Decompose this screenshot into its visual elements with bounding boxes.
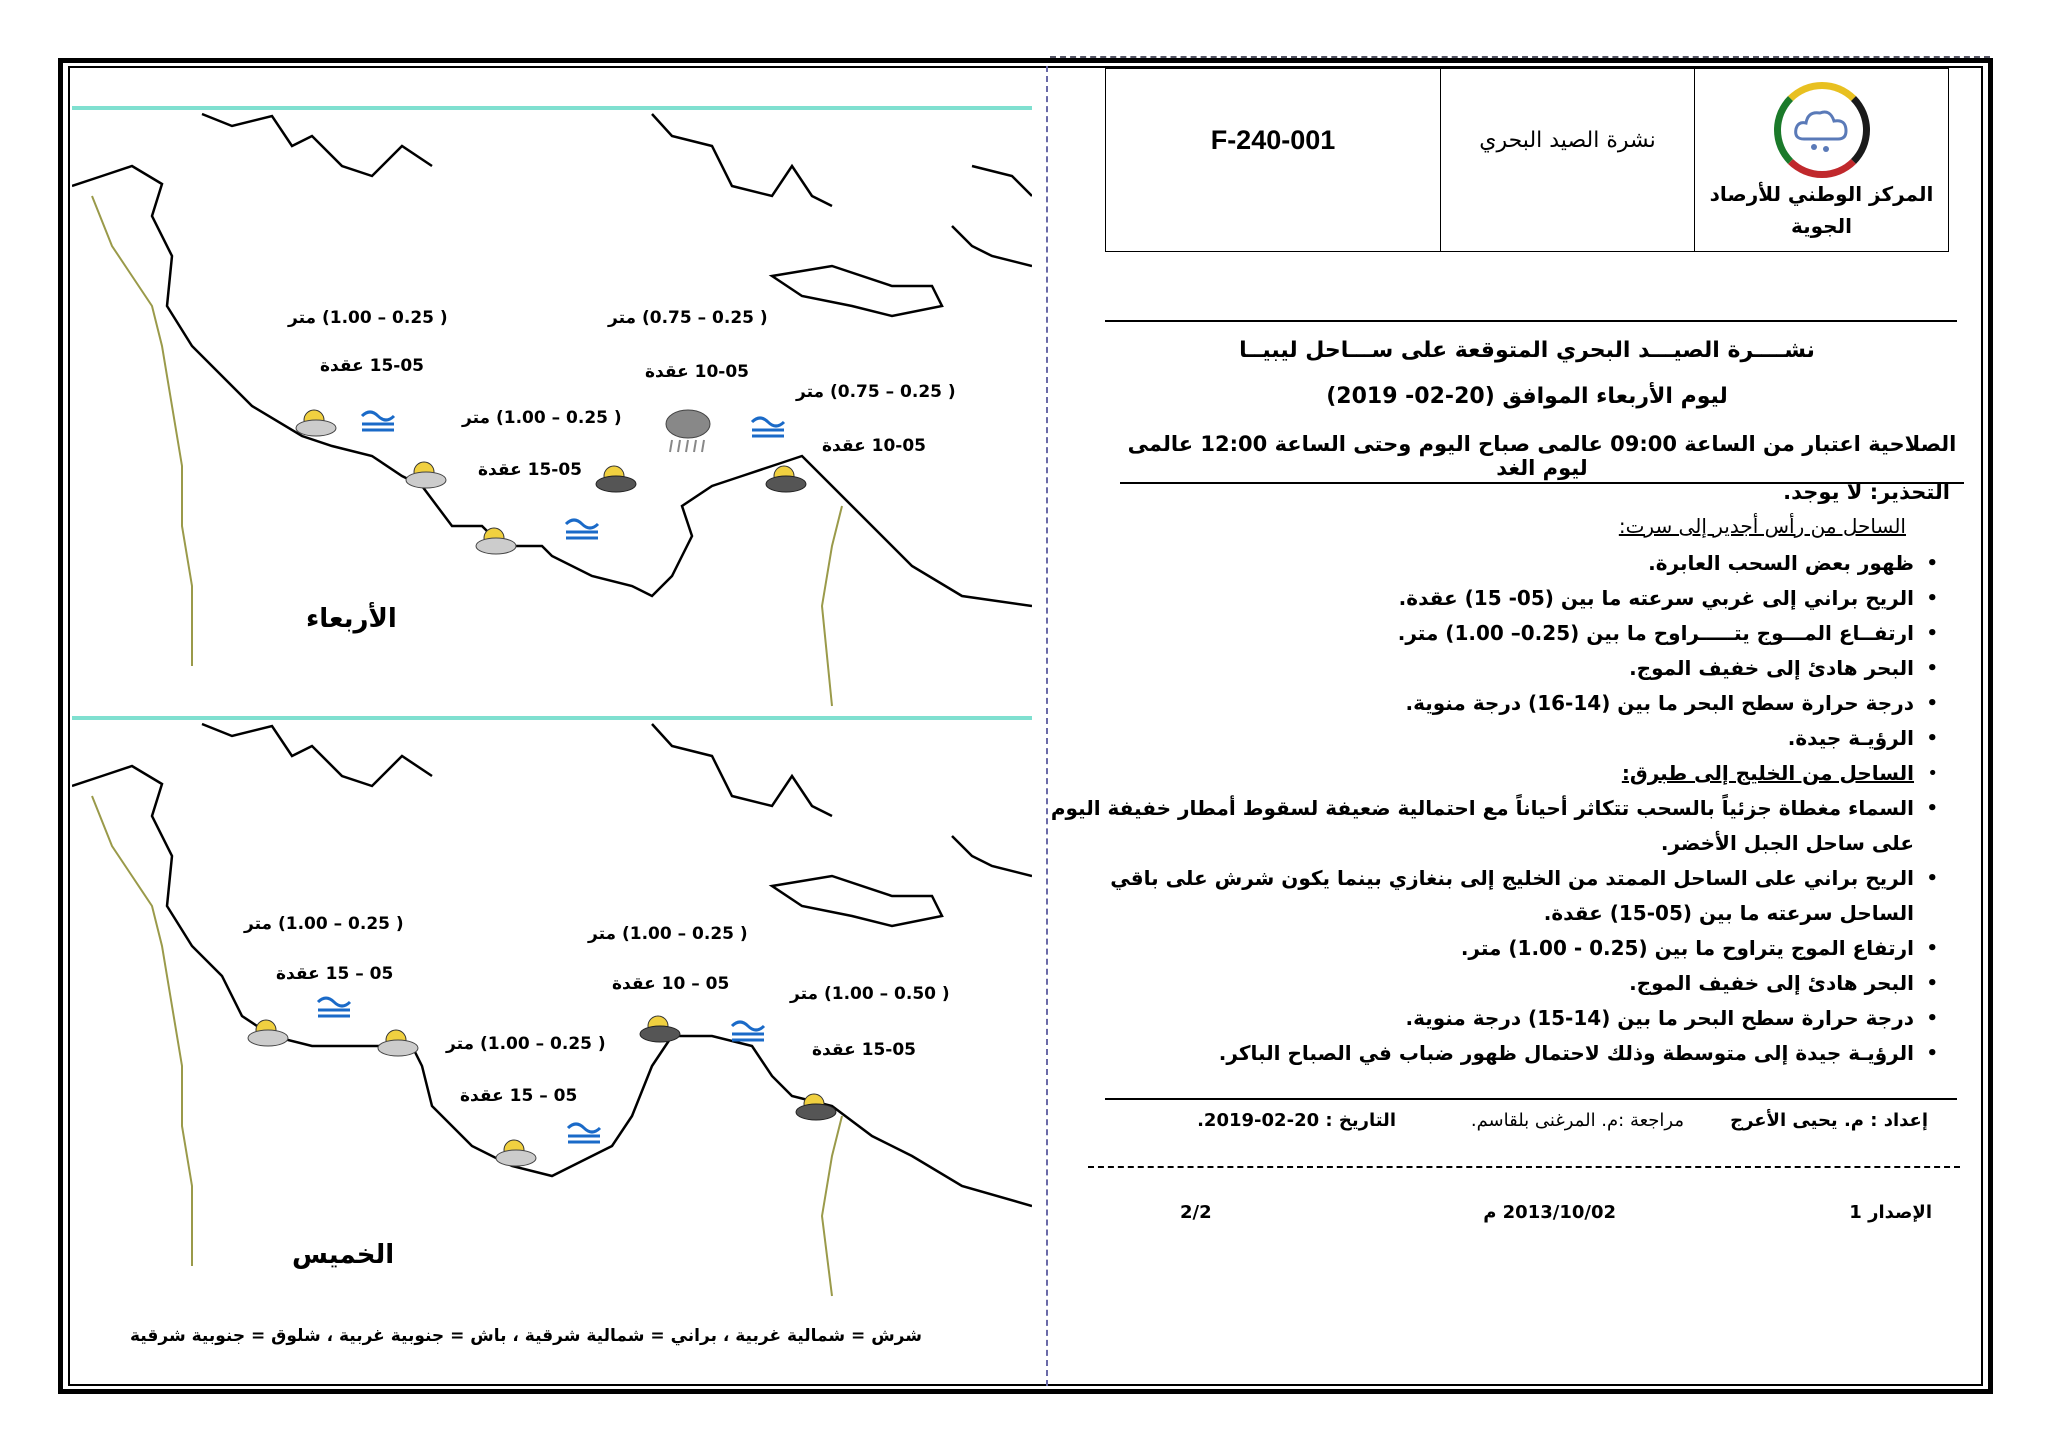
org-name xyxy=(1710,178,1934,242)
warning-text: التحذير: لا يوجد. xyxy=(1783,480,1950,504)
map-label: ( 0.25 – 1.00) متر xyxy=(244,914,404,934)
map-label: ( 0.25 – 1.00) متر xyxy=(588,924,748,944)
map-label: 15-05 عقدة xyxy=(812,1040,916,1060)
page-number: 2/2 xyxy=(1180,1202,1212,1223)
form-code: F-240-001 xyxy=(1210,124,1336,155)
map-label: ( 0.25 – 1.00) متر xyxy=(462,408,622,428)
vertical-divider xyxy=(1046,66,1048,1386)
bulletin-name: نشرة الصيد البحري xyxy=(1479,127,1656,153)
day-label-wednesday: الأربعاء xyxy=(306,604,397,634)
logo-cell xyxy=(1694,69,1948,251)
footer-date: التاريخ : 20-02-2019. xyxy=(1197,1110,1396,1131)
map-label: ( 0.25 – 0.75) متر xyxy=(608,308,768,328)
list-item: • البحر هادئ إلى خفيف الموج. xyxy=(1070,651,1950,686)
thursday-map xyxy=(72,716,1032,1306)
prepared-by: إعداد : م. يحيى الأعرج xyxy=(1730,1110,1928,1131)
map-label: 05 – 10 عقدة xyxy=(612,974,730,994)
section2-heading-item xyxy=(1050,756,1950,791)
header-table xyxy=(1105,68,1949,252)
bulletin-date: ليوم الأربعاء الموافق (20-02- 2019) xyxy=(1326,384,1728,409)
list-item: • الريح براني إلى غربي سرعته ما بين (05- 15) عقدة. xyxy=(1070,581,1950,616)
list-item: • البحر هادئ إلى خفيف الموج. xyxy=(1050,966,1950,1001)
reviewed-by: مراجعة :م. المرغنى بلقاسم. xyxy=(1470,1110,1684,1131)
title-rule xyxy=(1105,320,1957,322)
issue-number: الإصدار 1 xyxy=(1849,1202,1932,1223)
section2-list xyxy=(1050,756,1950,1071)
footer-rule xyxy=(1105,1098,1957,1100)
list-item: • الريح براني على الساحل الممتد من الخليج إلى بنغازي بينما يكون شرش على باقي الساحل سرعته ما بين (05-15) عقدة. xyxy=(1050,861,1950,931)
form-code-cell xyxy=(1106,69,1440,251)
map-label: 05 – 15 عقدة xyxy=(276,964,394,984)
map-label: ( 0.50 – 1.00) متر xyxy=(790,984,950,1004)
list-item: • درجة حرارة سطح البحر ما بين (14-15) درجة منوية. xyxy=(1050,1001,1950,1036)
list-item: • ارتفاع الموج يتراوح ما بين (0.25 - 1.00) متر. xyxy=(1050,931,1950,966)
bulletin-title: نشــــرة الصيـــد البحري المتوقعة على ســـاحل ليبيــا xyxy=(1239,338,1815,363)
org-name-line2: الجوية xyxy=(1791,214,1852,238)
day-label-thursday: الخميس xyxy=(292,1240,395,1270)
map-label: 15-05 عقدة xyxy=(478,460,582,480)
map-label: ( 0.25 – 1.00) متر xyxy=(288,308,448,328)
map-label: ( 0.25 – 0.75) متر xyxy=(796,382,956,402)
map-label: 10-05 عقدة xyxy=(822,436,926,456)
list-item: • السماء مغطاة جزئياً بالسحب تتكاثر أحياناً مع احتمالية ضعيفة لسقوط أمطار خفيفة اليوم على ساحل الجبل الأخضر. xyxy=(1050,791,1950,861)
top-dashed-line xyxy=(1050,56,1990,58)
map-label: 15-05 عقدة xyxy=(320,356,424,376)
wind-legend: شرش = شمالية غربية ، براني = شمالية شرقية ، باش = جنوبية غربية ، شلوق = جنوبية شرقية xyxy=(130,1326,922,1346)
list-item: • الرؤيـة جيدة. xyxy=(1070,721,1950,756)
map-label: 10-05 عقدة xyxy=(645,362,749,382)
bulletin-name-cell xyxy=(1440,69,1694,251)
map-label: ( 0.25 – 1.00) متر xyxy=(446,1034,606,1054)
validity-period: الصلاحية اعتبار من الساعة 09:00 عالمى صباح اليوم وحتى الساعة 12:00 عالمى ليوم الغد xyxy=(1120,432,1964,484)
met-center-logo xyxy=(1774,82,1870,178)
cloud-icon xyxy=(1792,105,1852,155)
footer-dashed-rule xyxy=(1088,1166,1960,1168)
list-item: • ظهور بعض السحب العابرة. xyxy=(1070,546,1950,581)
section1-list xyxy=(1070,546,1950,756)
list-item: • الرؤيـة جيدة إلى متوسطة وذلك لاحتمال ظهور ضباب في الصباح الباكر. xyxy=(1050,1036,1950,1071)
list-item: • ارتفــاع المـــوج يتـــــراوح ما بين (0.25– 1.00) متر. xyxy=(1070,616,1950,651)
section2-heading: الساحل من الخليج إلى طبرق: xyxy=(1621,761,1914,785)
issue-date: 2013/10/02 م xyxy=(1483,1202,1616,1223)
section1-heading: الساحل من رأس أجدير إلى سرت: xyxy=(1618,514,1906,538)
org-name-line1: المركز الوطني للأرصاد xyxy=(1709,182,1934,206)
list-item: • درجة حرارة سطح البحر ما بين (14-16) درجة منوية. xyxy=(1070,686,1950,721)
map-label: 05 – 15 عقدة xyxy=(460,1086,578,1106)
